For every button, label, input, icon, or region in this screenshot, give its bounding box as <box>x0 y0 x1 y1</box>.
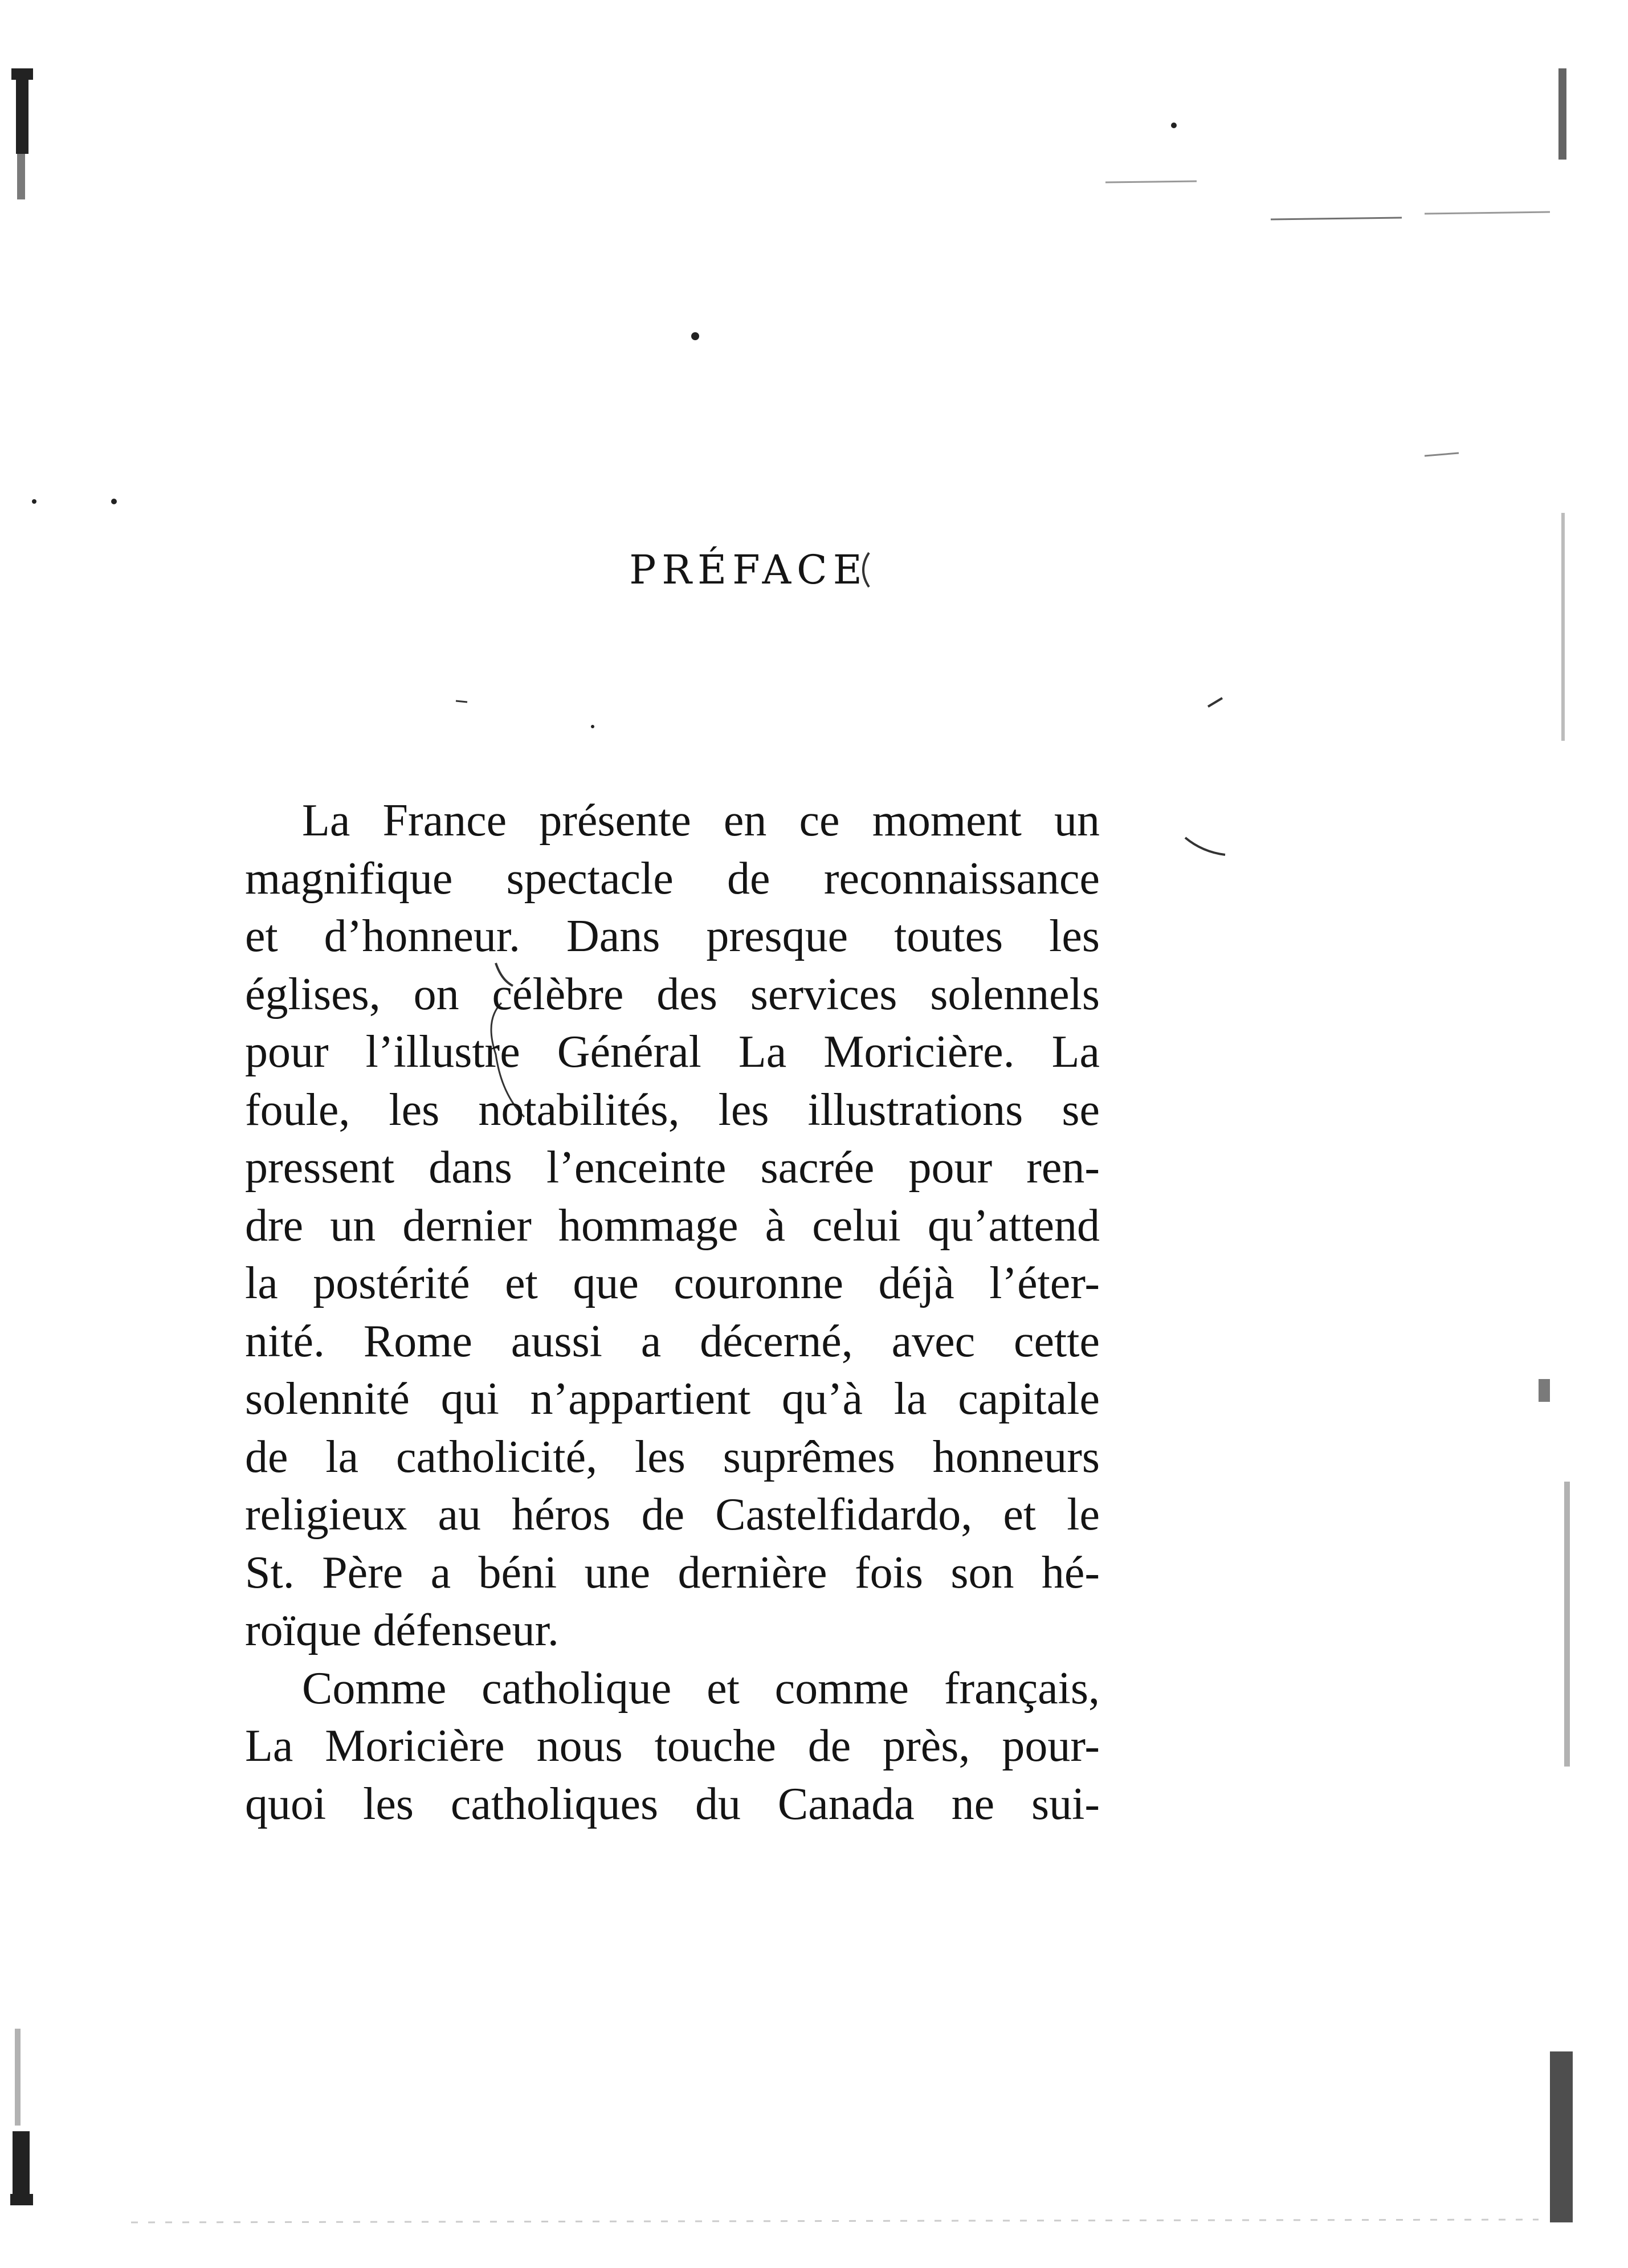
text-line: solennité qui n’appartient qu’à la capitale <box>245 1374 1100 1424</box>
text-line: religieux au héros de Castelfidardo, et le <box>245 1490 1100 1540</box>
text-line: foule, les notabilités, les illustrations se <box>245 1084 1100 1135</box>
text-line: églises, on célèbre des services solennels <box>245 969 1100 1019</box>
text-line: Comme catholique et comme français, <box>302 1663 1100 1714</box>
text-line: magnifique spectacle de reconnaissance <box>245 853 1100 904</box>
text-line: et d’honneur. Dans presque toutes les <box>245 911 1100 961</box>
text-line: nité. Rome aussi a décerné, avec cette <box>245 1316 1100 1366</box>
body-text <box>245 792 1100 1833</box>
paragraph <box>245 792 1100 1660</box>
page-title: PRÉFACE <box>629 546 868 593</box>
paragraph <box>245 1660 1100 1834</box>
text-line: La Moricière nous touche de près, pour- <box>245 1721 1100 1771</box>
text-line: la postérité et que couronne déjà l’éter- <box>245 1258 1100 1308</box>
text-line: quoi les catholiques du Canada ne sui- <box>245 1778 1100 1829</box>
text-line: La France présente en ce moment un <box>302 796 1100 846</box>
text-line: roïque défenseur. <box>245 1605 559 1655</box>
text-line: dre un dernier hommage à celui qu’attend <box>245 1200 1100 1251</box>
text-line: St. Père a béni une dernière fois son hé- <box>245 1547 1100 1598</box>
text-line: pressent dans l’enceinte sacrée pour ren- <box>245 1143 1100 1193</box>
text-line: de la catholicité, les suprêmes honneurs <box>245 1431 1100 1482</box>
text-line: pour l’illustre Général La Moricière. La <box>245 1027 1100 1077</box>
